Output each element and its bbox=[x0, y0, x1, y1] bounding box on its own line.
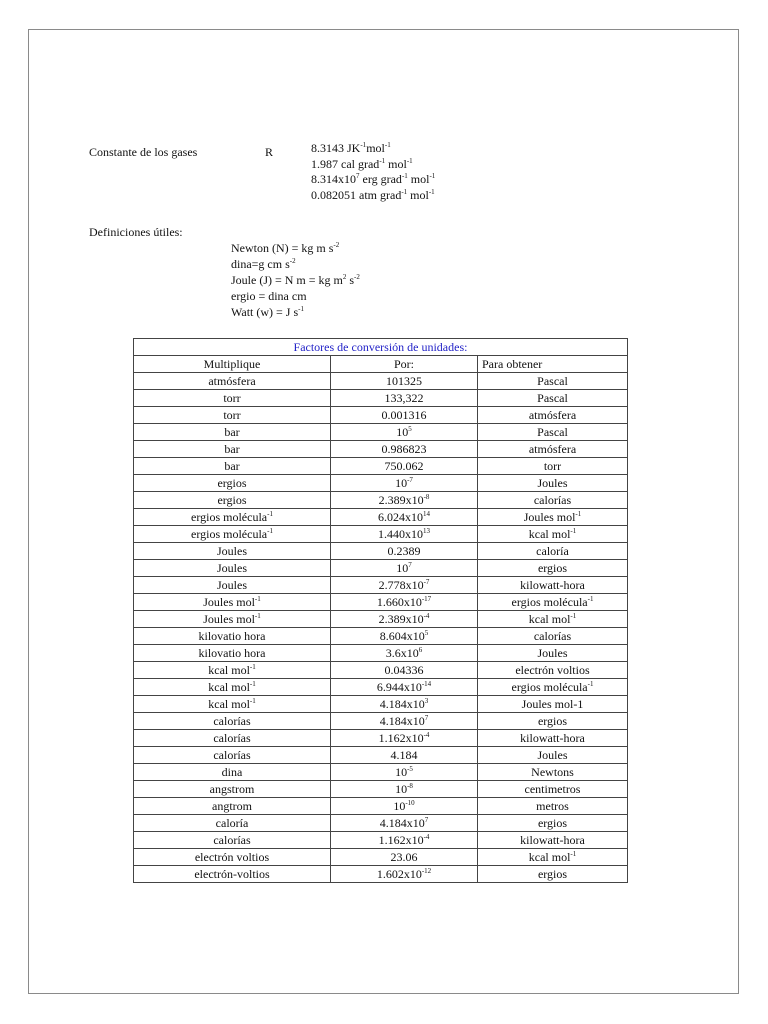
cell-text: bar bbox=[224, 424, 240, 439]
gas-constant-value-2-text: mol bbox=[385, 156, 407, 171]
cell-text: 4.184x10 bbox=[379, 696, 425, 711]
cell-text: ergios bbox=[537, 866, 568, 881]
cell-por bbox=[331, 832, 478, 849]
cell-por bbox=[331, 373, 478, 390]
cell-por bbox=[331, 628, 478, 645]
cell-text: 101325 bbox=[386, 373, 422, 388]
cell-text: Joules mol bbox=[523, 509, 576, 524]
cell-exponent: 7 bbox=[424, 713, 429, 722]
cell-para-obtener bbox=[478, 866, 628, 883]
cell-exponent: 6 bbox=[418, 645, 423, 654]
cell-multiplique bbox=[134, 764, 331, 781]
cell-para-obtener bbox=[478, 577, 628, 594]
cell-para-obtener bbox=[478, 781, 628, 798]
cell-multiplique bbox=[134, 390, 331, 407]
table-row bbox=[134, 849, 628, 866]
table-row bbox=[134, 730, 628, 747]
cell-para-obtener bbox=[478, 441, 628, 458]
cell-exponent: -14 bbox=[421, 679, 432, 688]
cell-por bbox=[331, 560, 478, 577]
cell-por bbox=[331, 849, 478, 866]
table-row bbox=[134, 662, 628, 679]
cell-para-obtener bbox=[478, 798, 628, 815]
cell-exponent: -1 bbox=[249, 662, 256, 671]
cell-multiplique bbox=[134, 679, 331, 696]
cell-para-obtener bbox=[478, 407, 628, 424]
definition-item-2 bbox=[231, 256, 360, 272]
gas-constant-value-2-exponent: -1 bbox=[379, 156, 386, 165]
cell-text: 0.2389 bbox=[387, 543, 421, 558]
table-row bbox=[134, 424, 628, 441]
gas-constant-value-3-text: erg grad bbox=[359, 172, 402, 186]
cell-exponent: -17 bbox=[421, 594, 432, 603]
cell-text: ergios bbox=[537, 815, 568, 830]
cell-multiplique bbox=[134, 407, 331, 424]
cell-text: 1.162x10 bbox=[378, 730, 424, 745]
cell-exponent: -1 bbox=[570, 611, 577, 620]
cell-text: Joules bbox=[217, 577, 247, 592]
cell-multiplique bbox=[134, 849, 331, 866]
gas-constant-value-3-exponent: -1 bbox=[401, 172, 408, 180]
cell-para-obtener bbox=[478, 849, 628, 866]
definition-item-5-exponent: -1 bbox=[298, 305, 304, 313]
cell-text: 10 bbox=[395, 764, 408, 779]
cell-text: Pascal bbox=[537, 390, 568, 405]
cell-exponent: -1 bbox=[254, 594, 261, 603]
cell-text: ergios molécula bbox=[191, 509, 268, 524]
cell-text: 23.06 bbox=[390, 849, 418, 864]
cell-text: bar bbox=[224, 441, 240, 456]
cell-text: calorías bbox=[533, 628, 572, 643]
cell-text: 1.602x10 bbox=[376, 866, 422, 881]
gas-constant-symbol: R bbox=[265, 145, 274, 159]
definition-item-1-exponent: -2 bbox=[333, 241, 340, 249]
cell-text: kcal mol bbox=[528, 849, 571, 864]
cell-text: electrón-voltios bbox=[194, 866, 270, 881]
cell-text: 133,322 bbox=[384, 390, 424, 405]
definitions-label: Definiciones útiles: bbox=[89, 225, 183, 239]
gas-constant-value-1-exponent: -1 bbox=[360, 141, 367, 149]
cell-para-obtener bbox=[478, 730, 628, 747]
cell-exponent: -8 bbox=[423, 492, 430, 501]
cell-text: kilowatt-hora bbox=[520, 832, 585, 847]
cell-multiplique bbox=[134, 832, 331, 849]
gas-constant-value-3-exponent: 7 bbox=[356, 172, 360, 180]
definition-item-3-exponent: -2 bbox=[354, 273, 360, 281]
cell-text: kcal mol bbox=[208, 662, 250, 677]
cell-text: 6.024x10 bbox=[378, 509, 423, 524]
table-row bbox=[134, 645, 628, 662]
cell-por bbox=[331, 543, 478, 560]
cell-exponent: -1 bbox=[587, 594, 594, 603]
cell-text: 10 bbox=[395, 781, 408, 796]
table-row bbox=[134, 475, 628, 492]
conversion-table bbox=[133, 338, 628, 883]
cell-multiplique bbox=[134, 373, 331, 390]
table-row bbox=[134, 594, 628, 611]
table-row bbox=[134, 798, 628, 815]
cell-multiplique bbox=[134, 424, 331, 441]
cell-exponent: 14 bbox=[423, 509, 430, 518]
gas-constant-value-1-text: 8.3143 JK bbox=[311, 141, 361, 155]
definition-item-1 bbox=[231, 240, 360, 256]
definitions-list bbox=[231, 240, 360, 320]
cell-text: 10 bbox=[393, 798, 406, 813]
cell-por bbox=[331, 730, 478, 747]
cell-para-obtener bbox=[478, 424, 628, 441]
cell-por bbox=[331, 390, 478, 407]
cell-exponent: -1 bbox=[570, 849, 577, 858]
cell-text: Joules mol bbox=[203, 594, 255, 609]
cell-text: torr bbox=[223, 390, 241, 405]
table-row bbox=[134, 458, 628, 475]
definition-item-4 bbox=[231, 288, 360, 304]
cell-text: kilowatt-hora bbox=[520, 577, 585, 592]
cell-multiplique bbox=[134, 509, 331, 526]
table-row bbox=[134, 628, 628, 645]
cell-text: ergios bbox=[217, 475, 247, 490]
gas-constant-value-3-text: mol bbox=[407, 172, 430, 186]
cell-text: 10 bbox=[395, 475, 408, 490]
table-row bbox=[134, 526, 628, 543]
cell-text: torr bbox=[223, 407, 241, 422]
cell-text: 3.6x10 bbox=[385, 645, 419, 660]
gas-constant-value-4-exponent: -1 bbox=[401, 187, 408, 196]
cell-text: dina bbox=[221, 764, 243, 779]
cell-text: 4.184x10 bbox=[379, 713, 425, 728]
cell-text: 2.389x10 bbox=[378, 492, 424, 507]
cell-para-obtener bbox=[478, 764, 628, 781]
cell-para-obtener bbox=[478, 526, 628, 543]
cell-text: 10 bbox=[396, 424, 409, 439]
cell-multiplique bbox=[134, 577, 331, 594]
cell-exponent: 5 bbox=[424, 628, 429, 637]
header-multiplique: Multiplique bbox=[134, 356, 331, 373]
cell-text: bar bbox=[224, 458, 240, 473]
cell-text: electrón voltios bbox=[194, 849, 270, 864]
table-row bbox=[134, 509, 628, 526]
cell-por bbox=[331, 815, 478, 832]
cell-text: 8.604x10 bbox=[379, 628, 425, 643]
cell-para-obtener bbox=[478, 645, 628, 662]
cell-por bbox=[331, 492, 478, 509]
cell-text: Pascal bbox=[537, 373, 568, 388]
cell-por bbox=[331, 713, 478, 730]
table-row bbox=[134, 866, 628, 883]
cell-text: ergios molécula bbox=[511, 594, 588, 609]
cell-exponent: -7 bbox=[407, 475, 413, 484]
cell-text: calorías bbox=[213, 713, 251, 728]
cell-multiplique bbox=[134, 526, 331, 543]
cell-para-obtener bbox=[478, 696, 628, 713]
cell-text: kcal mol bbox=[208, 696, 250, 711]
cell-exponent: -1 bbox=[575, 509, 582, 518]
cell-text: 750.062 bbox=[384, 458, 424, 473]
cell-exponent: -4 bbox=[423, 730, 430, 739]
cell-para-obtener bbox=[478, 594, 628, 611]
cell-exponent: -4 bbox=[423, 611, 430, 620]
cell-text: Newtons bbox=[531, 764, 574, 779]
cell-text: Pascal bbox=[537, 424, 568, 439]
cell-por bbox=[331, 662, 478, 679]
cell-text: kilovatio hora bbox=[198, 628, 266, 643]
cell-text: caloría bbox=[215, 815, 249, 830]
cell-text: ergios bbox=[537, 713, 568, 728]
cell-por bbox=[331, 679, 478, 696]
gas-constant-value-1 bbox=[311, 141, 435, 157]
cell-exponent: -5 bbox=[407, 764, 413, 773]
definition-item-2-text: dina=g cm s bbox=[231, 257, 290, 271]
table-row bbox=[134, 611, 628, 628]
table-row bbox=[134, 713, 628, 730]
cell-multiplique bbox=[134, 662, 331, 679]
cell-multiplique bbox=[134, 798, 331, 815]
cell-text: 4.184 bbox=[390, 747, 418, 762]
cell-text: ergios molécula bbox=[511, 679, 588, 694]
table-row bbox=[134, 781, 628, 798]
cell-multiplique bbox=[134, 594, 331, 611]
cell-multiplique bbox=[134, 645, 331, 662]
cell-text: Joules bbox=[537, 747, 568, 762]
cell-multiplique bbox=[134, 441, 331, 458]
definition-item-5 bbox=[231, 304, 360, 320]
cell-por bbox=[331, 458, 478, 475]
table-row bbox=[134, 492, 628, 509]
cell-text: 6.944x10 bbox=[376, 679, 422, 694]
cell-exponent: 3 bbox=[424, 696, 429, 705]
cell-exponent: -1 bbox=[587, 679, 594, 688]
cell-exponent: 13 bbox=[423, 526, 430, 535]
cell-por bbox=[331, 526, 478, 543]
cell-text: Joules mol bbox=[203, 611, 255, 626]
cell-text: Joules mol-1 bbox=[521, 696, 584, 711]
cell-multiplique bbox=[134, 628, 331, 645]
cell-text: calorías bbox=[213, 747, 251, 762]
cell-para-obtener bbox=[478, 543, 628, 560]
cell-text: metros bbox=[536, 798, 569, 813]
cell-multiplique bbox=[134, 560, 331, 577]
cell-para-obtener bbox=[478, 492, 628, 509]
cell-text: kcal mol bbox=[208, 679, 250, 694]
cell-text: atmósfera bbox=[528, 407, 577, 422]
cell-para-obtener bbox=[478, 373, 628, 390]
gas-constant-values bbox=[311, 141, 435, 203]
cell-por bbox=[331, 475, 478, 492]
cell-para-obtener bbox=[478, 662, 628, 679]
definition-item-1-text: Newton (N) = kg m s bbox=[231, 241, 334, 255]
table-row bbox=[134, 679, 628, 696]
gas-constant-value-4 bbox=[311, 188, 435, 204]
gas-constant-label: Constante de los gases bbox=[89, 145, 198, 159]
cell-exponent: -7 bbox=[423, 577, 430, 586]
cell-exponent: -1 bbox=[249, 696, 256, 705]
cell-multiplique bbox=[134, 696, 331, 713]
cell-para-obtener bbox=[478, 713, 628, 730]
table-row bbox=[134, 390, 628, 407]
table-row bbox=[134, 764, 628, 781]
definition-item-3 bbox=[231, 272, 360, 288]
cell-para-obtener bbox=[478, 475, 628, 492]
gas-constant-value-3-text: 8.314x10 bbox=[311, 172, 356, 186]
cell-para-obtener bbox=[478, 628, 628, 645]
cell-para-obtener bbox=[478, 509, 628, 526]
cell-text: calorías bbox=[213, 832, 251, 847]
table-title: Factores de conversión de unidades: bbox=[134, 339, 628, 356]
gas-constant-value-1-exponent: -1 bbox=[384, 141, 391, 149]
cell-exponent: -1 bbox=[267, 509, 273, 518]
cell-por bbox=[331, 747, 478, 764]
gas-constant-value-1-text: mol bbox=[366, 141, 385, 155]
cell-multiplique bbox=[134, 475, 331, 492]
cell-text: Joules bbox=[217, 560, 247, 575]
cell-por bbox=[331, 798, 478, 815]
cell-text: atmósfera bbox=[528, 441, 577, 456]
cell-por bbox=[331, 594, 478, 611]
cell-por bbox=[331, 424, 478, 441]
cell-text: kilovatio hora bbox=[198, 645, 266, 660]
cell-text: kilowatt-hora bbox=[520, 730, 585, 745]
definition-item-2-exponent: -2 bbox=[289, 257, 296, 265]
table-row bbox=[134, 577, 628, 594]
table-row bbox=[134, 560, 628, 577]
cell-text: angtrom bbox=[212, 798, 252, 813]
cell-por bbox=[331, 781, 478, 798]
cell-text: Joules bbox=[537, 645, 568, 660]
gas-constant-value-4-exponent: -1 bbox=[428, 187, 435, 196]
header-para-obtener: Para obtener bbox=[478, 356, 628, 373]
gas-constant-value-2-text: 1.987 cal grad bbox=[311, 156, 380, 171]
cell-text: 1.440x10 bbox=[378, 526, 423, 541]
table-row bbox=[134, 747, 628, 764]
cell-multiplique bbox=[134, 781, 331, 798]
cell-para-obtener bbox=[478, 458, 628, 475]
cell-por bbox=[331, 696, 478, 713]
gas-constant-value-4-text: mol bbox=[407, 187, 429, 202]
cell-para-obtener bbox=[478, 832, 628, 849]
cell-exponent: -1 bbox=[267, 526, 273, 535]
table-row bbox=[134, 696, 628, 713]
cell-exponent: -12 bbox=[421, 866, 432, 875]
cell-text: 1.660x10 bbox=[376, 594, 422, 609]
cell-multiplique bbox=[134, 815, 331, 832]
table-row bbox=[134, 373, 628, 390]
cell-text: 4.184x10 bbox=[379, 815, 425, 830]
definition-item-4-text: ergio = dina cm bbox=[231, 289, 307, 303]
cell-por bbox=[331, 764, 478, 781]
cell-multiplique bbox=[134, 543, 331, 560]
cell-por bbox=[331, 509, 478, 526]
cell-exponent: -1 bbox=[570, 526, 577, 535]
cell-text: angstrom bbox=[209, 781, 255, 796]
cell-text: centimetros bbox=[524, 781, 581, 796]
cell-para-obtener bbox=[478, 679, 628, 696]
table-row bbox=[134, 407, 628, 424]
header-por: Por: bbox=[331, 356, 478, 373]
cell-por bbox=[331, 866, 478, 883]
cell-text: Joules bbox=[537, 475, 568, 490]
table-row bbox=[134, 815, 628, 832]
definition-item-3-exponent: 2 bbox=[342, 273, 347, 281]
cell-exponent: -10 bbox=[405, 798, 415, 807]
cell-text: calorías bbox=[213, 730, 251, 745]
cell-exponent: -1 bbox=[254, 611, 261, 620]
cell-text: ergios molécula bbox=[191, 526, 268, 541]
cell-text: electrón voltios bbox=[515, 662, 590, 677]
cell-text: calorías bbox=[533, 492, 572, 507]
gas-constant-value-2 bbox=[311, 157, 435, 173]
cell-para-obtener bbox=[478, 560, 628, 577]
cell-por bbox=[331, 441, 478, 458]
cell-text: atmósfera bbox=[208, 373, 256, 388]
cell-para-obtener bbox=[478, 390, 628, 407]
cell-para-obtener bbox=[478, 611, 628, 628]
cell-text: 0.04336 bbox=[384, 662, 424, 677]
cell-exponent: -8 bbox=[407, 781, 413, 790]
gas-constant-value-2-exponent: -1 bbox=[406, 156, 413, 165]
cell-text: ergios bbox=[537, 560, 568, 575]
cell-text: caloría bbox=[536, 543, 569, 558]
cell-multiplique bbox=[134, 730, 331, 747]
table-body bbox=[134, 373, 628, 883]
cell-multiplique bbox=[134, 713, 331, 730]
cell-para-obtener bbox=[478, 747, 628, 764]
table-row bbox=[134, 543, 628, 560]
cell-text: 2.389x10 bbox=[378, 611, 424, 626]
cell-text: ergios bbox=[217, 492, 247, 507]
cell-multiplique bbox=[134, 458, 331, 475]
definition-item-3-text: s bbox=[346, 273, 355, 287]
cell-text: kcal mol bbox=[528, 611, 571, 626]
cell-text: 0.001316 bbox=[381, 407, 427, 422]
definition-item-5-text: Watt (w) = J s bbox=[231, 305, 299, 319]
cell-text: 0.986823 bbox=[381, 441, 427, 456]
cell-para-obtener bbox=[478, 815, 628, 832]
cell-text: Joules bbox=[217, 543, 247, 558]
cell-text: 10 bbox=[396, 560, 409, 575]
cell-text: kcal mol bbox=[528, 526, 571, 541]
cell-multiplique bbox=[134, 866, 331, 883]
cell-exponent: -4 bbox=[423, 832, 430, 841]
cell-multiplique bbox=[134, 747, 331, 764]
table-row bbox=[134, 832, 628, 849]
cell-por bbox=[331, 407, 478, 424]
cell-por bbox=[331, 577, 478, 594]
cell-text: 2.778x10 bbox=[378, 577, 424, 592]
cell-multiplique bbox=[134, 492, 331, 509]
cell-exponent: 5 bbox=[408, 424, 412, 433]
cell-exponent: -1 bbox=[249, 679, 256, 688]
cell-exponent: 7 bbox=[424, 815, 429, 824]
gas-constant-value-3-exponent: -1 bbox=[429, 172, 436, 180]
definition-item-3-text: Joule (J) = N m = kg m bbox=[231, 273, 343, 287]
gas-constant-value-3 bbox=[311, 172, 435, 188]
cell-text: 1.162x10 bbox=[378, 832, 424, 847]
table-row bbox=[134, 441, 628, 458]
cell-por bbox=[331, 645, 478, 662]
cell-por bbox=[331, 611, 478, 628]
gas-constant-value-4-text: 0.082051 atm grad bbox=[311, 187, 402, 202]
cell-text: torr bbox=[543, 458, 562, 473]
cell-exponent: 7 bbox=[408, 560, 412, 569]
cell-multiplique bbox=[134, 611, 331, 628]
